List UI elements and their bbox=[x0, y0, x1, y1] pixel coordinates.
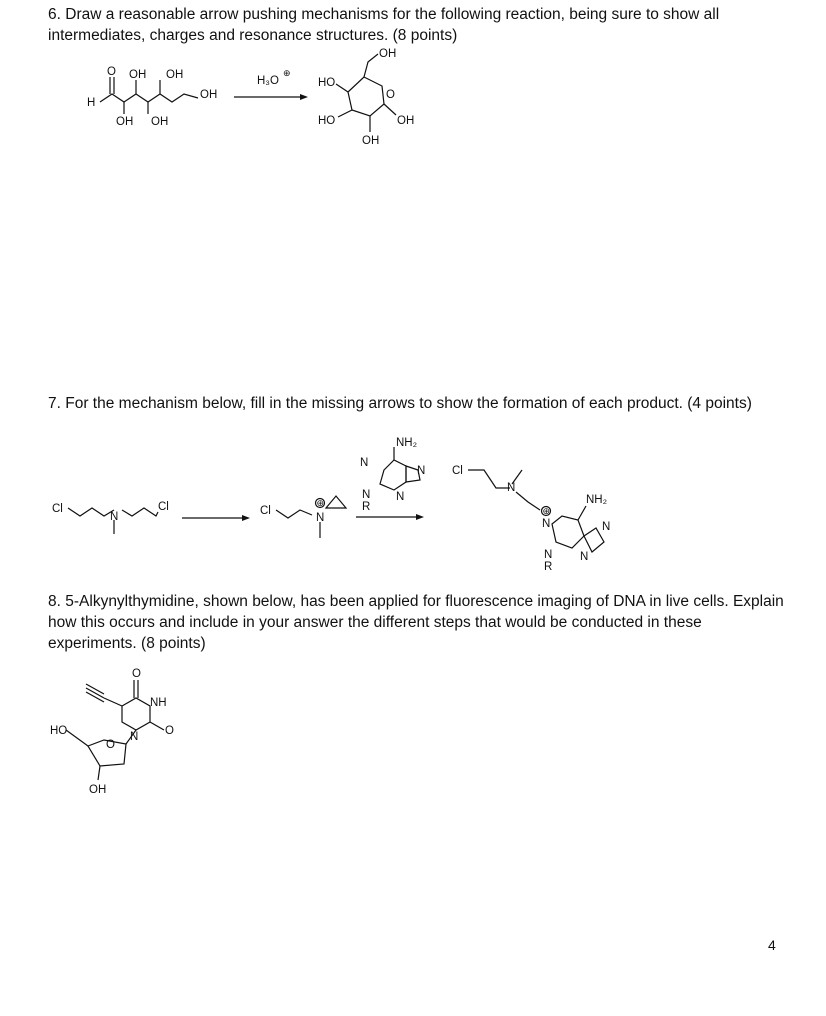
azir-charge: ⊕ bbox=[316, 498, 325, 508]
adenine-n1: N bbox=[360, 457, 369, 469]
thy-n: N bbox=[130, 731, 139, 743]
question-6-text: Draw a reasonable arrow pushing mechanisms for the following reaction, being sure to show all intermediates, charges and resonance structures. (8 points) bbox=[48, 6, 720, 44]
sm-nitrogen: N bbox=[110, 511, 119, 523]
question-7-number: 7. bbox=[48, 395, 61, 412]
product-oh-bottom: OH bbox=[362, 135, 380, 147]
reactant-oh-2: OH bbox=[166, 69, 184, 81]
sm-cl-left: Cl bbox=[52, 503, 63, 515]
product-ring-o: O bbox=[386, 89, 395, 101]
adenine-n4: N bbox=[396, 491, 405, 503]
azir-cl: Cl bbox=[260, 505, 271, 517]
product-charge: ⊕ bbox=[542, 506, 551, 516]
thy-carbonyl-o-right: O bbox=[165, 725, 174, 737]
reactant-carbonyl-o: O bbox=[107, 66, 116, 78]
question-7-text: For the mechanism below, fill in the missing arrows to show the formation of each product. (4 points) bbox=[65, 395, 752, 412]
page-number: 4 bbox=[768, 937, 776, 953]
azir-nitrogen: N bbox=[316, 512, 325, 524]
product-oh-right: OH bbox=[397, 115, 415, 127]
question-6-number: 6. bbox=[48, 6, 61, 23]
reactant-oh-5: OH bbox=[151, 116, 169, 128]
thy-ring-o: O bbox=[106, 739, 115, 751]
reagent-charge: ⊕ bbox=[283, 68, 291, 78]
adenine-nh2: NH₂ bbox=[396, 437, 418, 449]
alkynylthymidine bbox=[50, 668, 174, 796]
reactant-aldehyde-h: H bbox=[87, 97, 96, 109]
question-8-text: 5-Alkynylthymidine, shown below, has been applied for fluorescence imaging of DNA in live cells. Explain how this occurs and include in your answer the different steps that would be conducted in these experiments. (8 points) bbox=[48, 593, 784, 652]
product-n4: N bbox=[580, 551, 589, 563]
adenine-n2: N bbox=[417, 465, 426, 477]
product-oh-top: OH bbox=[379, 48, 397, 60]
question-8-number: 8. bbox=[48, 593, 61, 610]
sm-cl-right: Cl bbox=[158, 501, 169, 513]
product-nh2: NH₂ bbox=[586, 494, 608, 506]
thy-carbonyl-o-top: O bbox=[132, 668, 141, 680]
product-ho-bottom: HO bbox=[318, 115, 336, 127]
product-r: R bbox=[544, 561, 553, 573]
adenine-r: R bbox=[362, 501, 371, 513]
adenine-n3: N bbox=[362, 489, 371, 501]
reagent-h3o: H₃O bbox=[257, 75, 279, 87]
reactant-oh-4: OH bbox=[116, 116, 134, 128]
product-n3: N bbox=[544, 549, 553, 561]
thy-oh: OH bbox=[89, 784, 107, 796]
product-n2: N bbox=[602, 521, 611, 533]
product-ho-left: HO bbox=[318, 77, 336, 89]
product-cl: Cl bbox=[452, 465, 463, 477]
product-nitrogen: N bbox=[507, 482, 516, 494]
reactant-oh-1: OH bbox=[129, 69, 147, 81]
thy-ho: HO bbox=[50, 725, 68, 737]
thy-nh: NH bbox=[150, 697, 167, 709]
product-n-plus: N bbox=[542, 518, 551, 530]
reactant-oh-3: OH bbox=[200, 89, 218, 101]
